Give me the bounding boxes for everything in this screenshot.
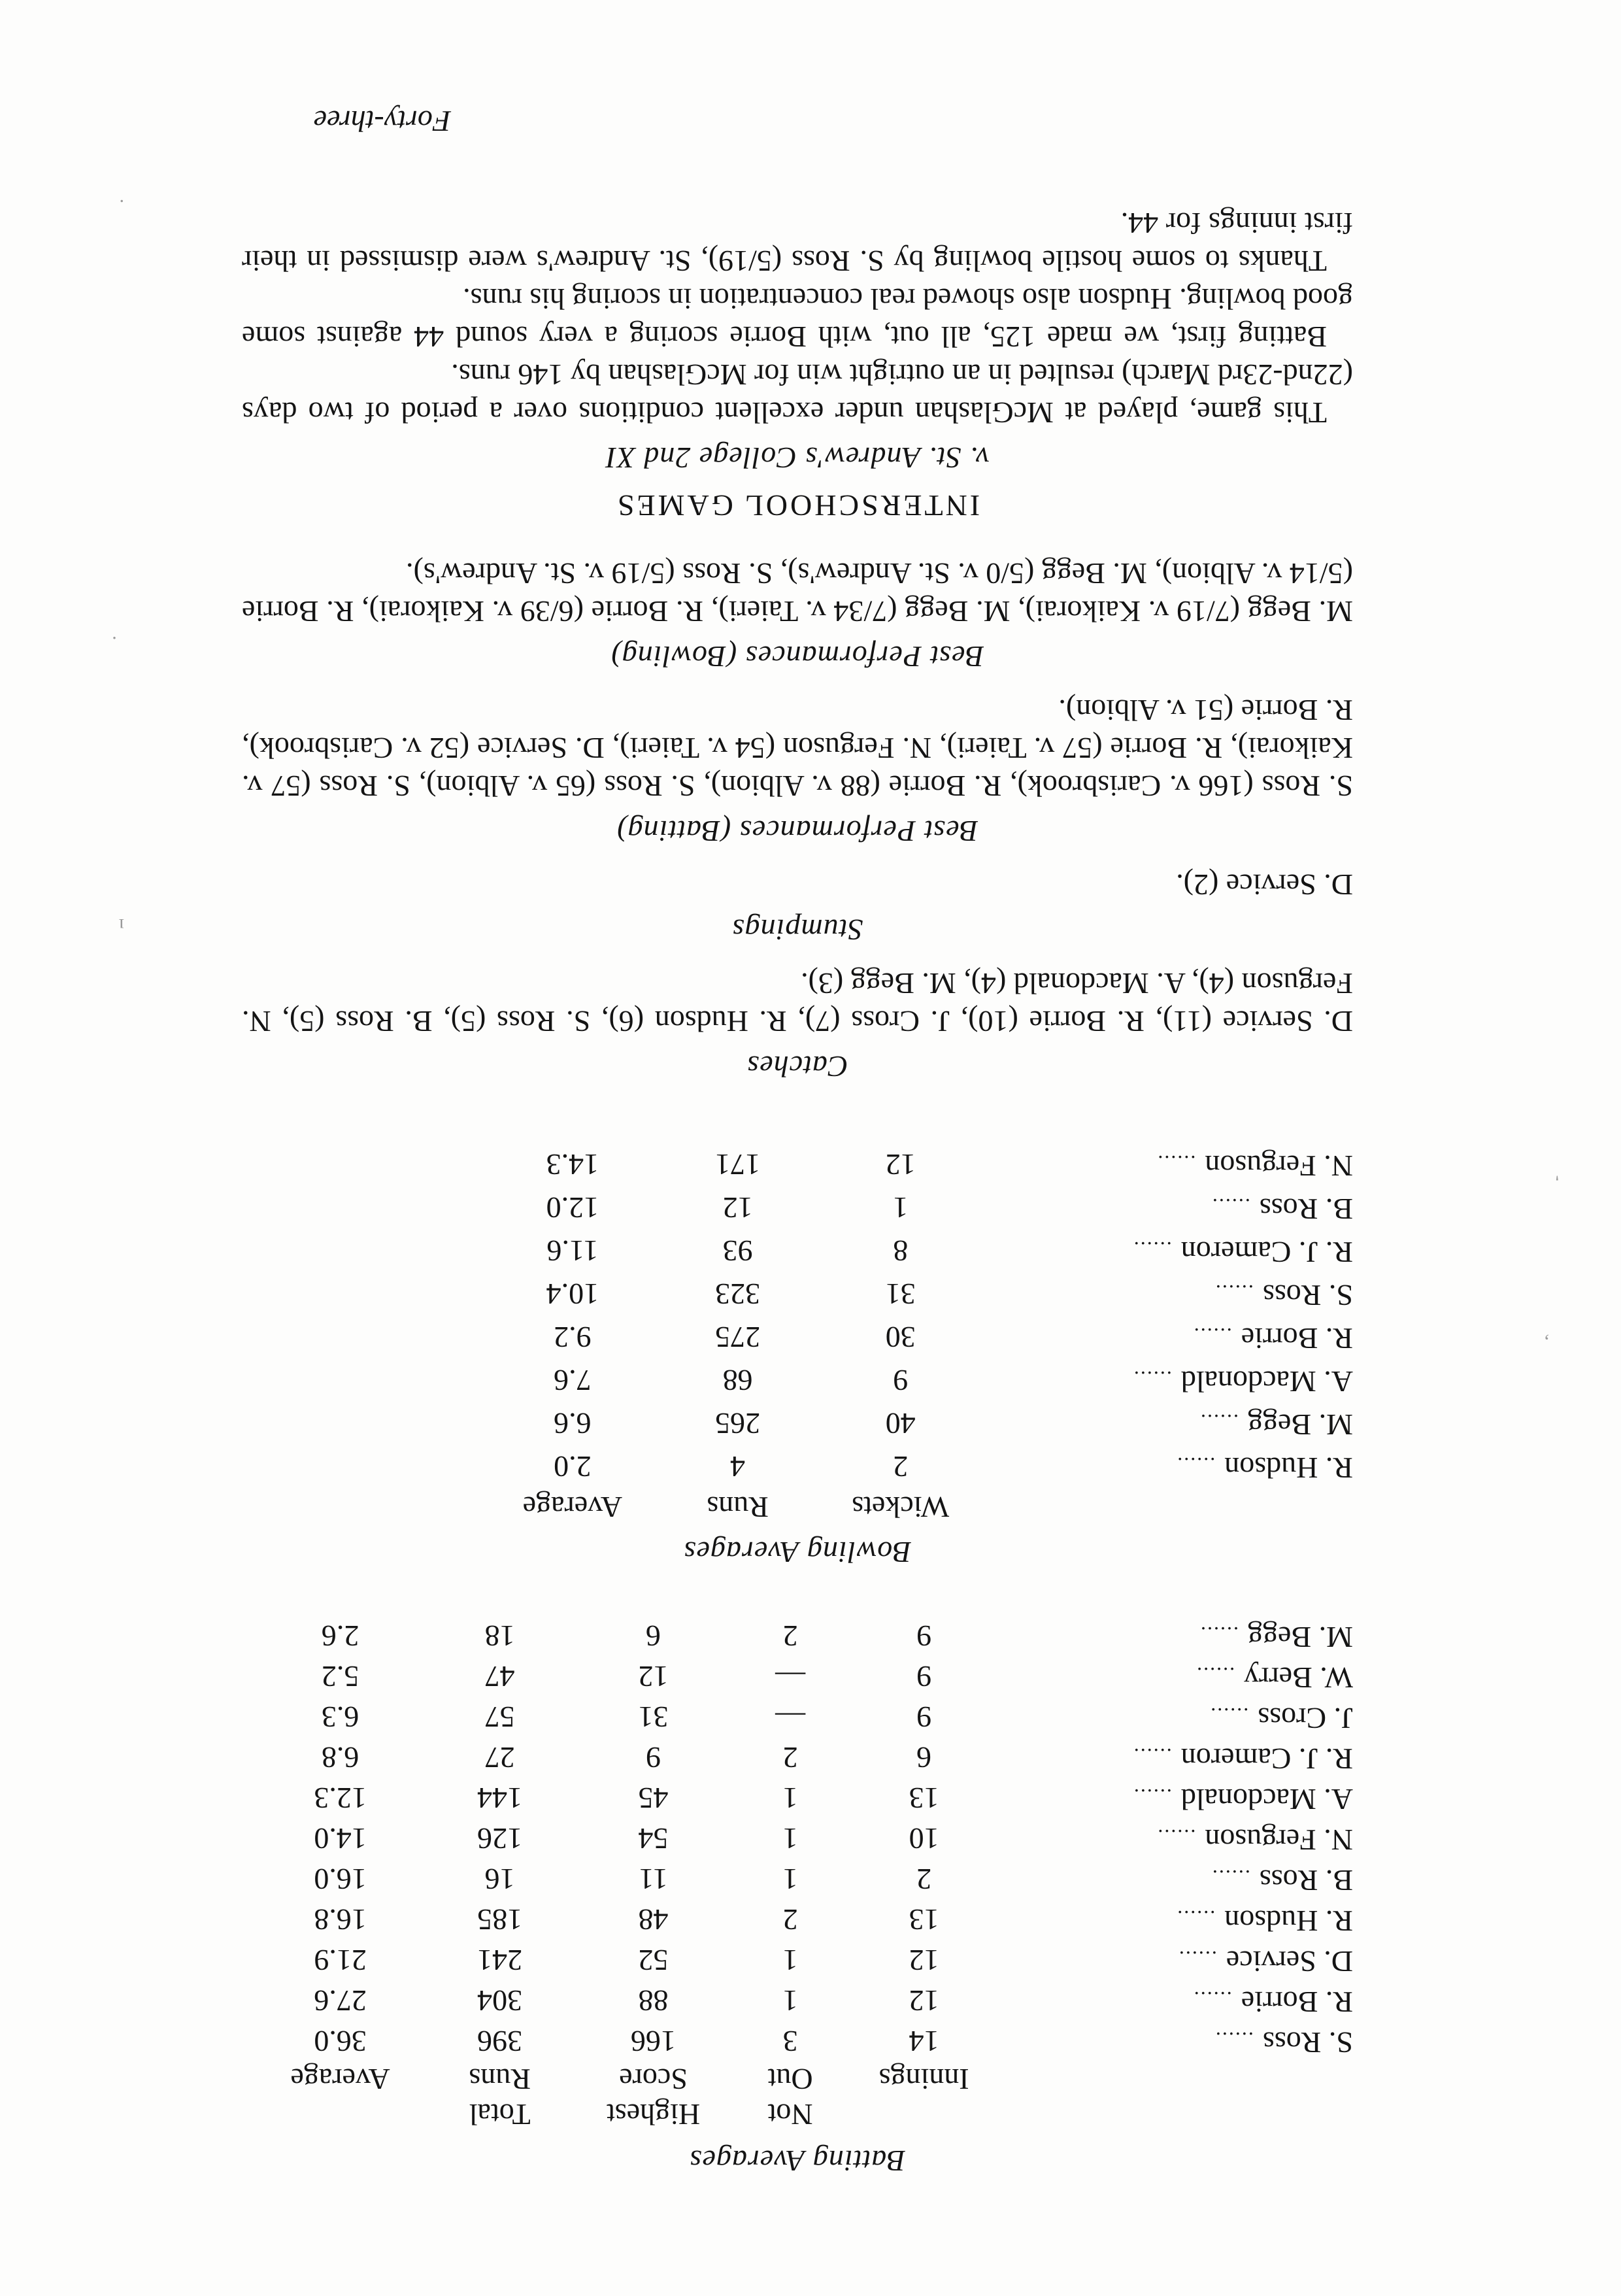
- catches-text: D. Service (11), R. Borrie (10), J. Cross (7), R. Hudson (6), S. Ross (5), B. Ross (5), N. Ferguson (4), A. Macdonald (4), M. Begg (3).: [242, 967, 1353, 1038]
- player-name: R. Borrie: [1241, 1985, 1353, 2019]
- player-name: W. Berry: [1244, 1661, 1353, 1695]
- leader-dots: ......: [1192, 1324, 1232, 1347]
- total-runs-value: 304: [477, 1984, 523, 2017]
- player-name: A. Macdonald: [1180, 1783, 1353, 1816]
- average-value: 16.8: [314, 1903, 367, 1936]
- highest-score-value: 54: [638, 1822, 669, 1855]
- batting-row: [242, 1818, 1353, 1859]
- runs-value: 323: [715, 1277, 761, 1311]
- player-name: B. Ross: [1259, 1864, 1353, 1897]
- total-runs-header: Total Runs: [469, 2063, 531, 2131]
- leader-dots: ......: [1156, 1825, 1196, 1849]
- bowling-row: [471, 1229, 1353, 1272]
- batting-row: [242, 1859, 1353, 1899]
- leader-dots: ......: [1176, 1453, 1216, 1477]
- bowler-name: S. Ross: [1262, 1279, 1353, 1312]
- wickets-value: 9: [893, 1364, 909, 1397]
- total-runs-value: 57: [484, 1700, 515, 1734]
- runs-value: 68: [722, 1364, 753, 1397]
- highest-score-value: 48: [638, 1903, 669, 1936]
- bowling-row: [471, 1359, 1353, 1402]
- batting-row: [242, 1615, 1353, 1656]
- total-runs-value: 144: [477, 1781, 523, 1815]
- leader-dots: ......: [1132, 1367, 1172, 1391]
- not-out-value: 2: [782, 1903, 798, 1936]
- bowling-row: [471, 1186, 1353, 1229]
- runs-value: 4: [730, 1450, 746, 1483]
- not-out-value: 1: [782, 1781, 798, 1815]
- leader-dots: ......: [1195, 1663, 1235, 1687]
- match-paragraph-1: This game, played at McGlashan under excellent conditions over a period of two days (22nd-23rd March) resulted in an outright win for McGlashan by 146 runs.: [242, 358, 1353, 430]
- leader-dots: ......: [1214, 2028, 1254, 2051]
- player-name: M. Begg: [1248, 1621, 1353, 1654]
- bowling-row: [471, 1315, 1353, 1359]
- total-runs-value: 396: [477, 2025, 523, 2058]
- highest-score-value: 31: [638, 1700, 669, 1734]
- leader-dots: ......: [1176, 1906, 1216, 1930]
- not-out-value: 1: [782, 1863, 798, 1896]
- wickets-value: 12: [885, 1148, 916, 1181]
- bowling-row: [471, 1143, 1353, 1186]
- highest-score-value: 166: [631, 2025, 677, 2058]
- innings-value: 2: [916, 1863, 932, 1896]
- highest-score-header: Highest Score: [606, 2063, 701, 2131]
- batting-row: [242, 2021, 1353, 2061]
- match-paragraph-3: Thanks to some hostile bowling by S. Ross (5/19), St. Andrew's were dismissed in their first innings for 44.: [242, 207, 1353, 278]
- runs-value: 12: [722, 1191, 753, 1224]
- best-batting-text: S. Ross (166 v. Carisbrook), R. Borrie (88 v. Albion), S. Ross (65 v. Albion), S. Ross (57 v. Kaikorai), R. Borrie (57 v. Taieri), N. Ferguson (54 v. Taieri), D. Service (52 v. Carisbrook), R. Borrie (51 v. Albion).: [242, 694, 1353, 803]
- scan-mark: ı: [118, 915, 124, 936]
- page-number-label: Forty-three: [313, 105, 451, 138]
- bowling-average-value: 7.6: [554, 1364, 592, 1397]
- leader-dots: ......: [1132, 1238, 1172, 1261]
- leader-dots: ......: [1156, 1151, 1196, 1175]
- average-value: 12.3: [314, 1781, 367, 1815]
- stumpings-text: D. Service (2).: [1176, 868, 1353, 902]
- leader-dots: ......: [1177, 1947, 1217, 1970]
- leader-dots: ......: [1211, 1194, 1250, 1218]
- highest-score-value: 11: [639, 1863, 668, 1896]
- bowling-row: [471, 1445, 1353, 1488]
- not-out-value: 3: [782, 2025, 798, 2058]
- not-out-value: —: [775, 1700, 806, 1734]
- catches-heading: Catches: [746, 1050, 848, 1083]
- leader-dots: ......: [1211, 1866, 1250, 1889]
- player-name: D. Service: [1226, 1945, 1353, 1978]
- scan-mark: .: [119, 195, 124, 217]
- bowler-name: A. Macdonald: [1180, 1365, 1353, 1398]
- leader-dots: ......: [1132, 1744, 1172, 1768]
- bowling-average-header: Average: [522, 1491, 623, 1524]
- not-out-value: —: [775, 1660, 806, 1693]
- leader-dots: ......: [1214, 1281, 1254, 1304]
- best-bowling-heading: Best Performances (Bowling): [610, 640, 984, 673]
- innings-value: 12: [909, 1944, 939, 1977]
- player-name: J. Cross: [1258, 1702, 1353, 1735]
- scan-mark: ': [1555, 1163, 1559, 1185]
- highest-score-value: 52: [638, 1944, 669, 1977]
- innings-value: 9: [916, 1700, 932, 1734]
- innings-value: 9: [916, 1619, 932, 1653]
- runs-value: 275: [715, 1321, 761, 1354]
- leader-dots: ......: [1199, 1410, 1239, 1434]
- highest-score-value: 88: [638, 1984, 669, 2017]
- player-name: N. Ferguson: [1205, 1823, 1353, 1857]
- player-name: S. Ross: [1262, 2026, 1353, 2059]
- bowling-average-value: 11.6: [546, 1234, 599, 1268]
- average-header: Average: [290, 2063, 390, 2096]
- bowling-row: [471, 1272, 1353, 1315]
- innings-value: 12: [909, 1984, 939, 2017]
- average-value: 21.9: [314, 1944, 367, 1977]
- best-batting-heading: Best Performances (Batting): [616, 815, 978, 848]
- bowling-average-value: 2.0: [554, 1450, 592, 1483]
- innings-value: 9: [916, 1660, 932, 1693]
- player-name: R. J. Cameron: [1180, 1742, 1353, 1776]
- not-out-value: 2: [782, 1741, 798, 1774]
- average-value: 2.6: [321, 1619, 359, 1653]
- best-bowling-text: M. Begg (7/19 v. Kaikorai), M. Begg (7/34 v. Taieri), R. Borrie (6/39 v. Kaikorai), R. Borrie (5/14 v. Albion), M. Begg (5/0 v. St. Andrew's), S. Ross (5/19 v. St. Andrew's).: [242, 557, 1353, 628]
- bowler-name: M. Begg: [1248, 1408, 1353, 1442]
- runs-value: 93: [722, 1234, 753, 1268]
- runs-header: Runs: [707, 1491, 769, 1524]
- stumpings-heading: Stumpings: [731, 913, 863, 947]
- innings-value: 13: [909, 1781, 939, 1815]
- match-heading: v. St. Andrew's College 2nd XI: [605, 441, 990, 475]
- not-out-value: 2: [782, 1619, 798, 1653]
- wickets-header: Wickets: [852, 1491, 950, 1524]
- wickets-value: 40: [885, 1407, 916, 1440]
- total-runs-value: 241: [477, 1944, 523, 1977]
- bowling-averages-heading: Bowling Averages: [683, 1536, 912, 1569]
- average-value: 5.2: [321, 1660, 359, 1693]
- batting-row: [242, 1778, 1353, 1818]
- batting-averages-table: [242, 1615, 1353, 2132]
- wickets-value: 31: [885, 1277, 916, 1311]
- scan-mark: ,: [1544, 1333, 1549, 1355]
- innings-header: Innings: [878, 2063, 969, 2096]
- interschool-heading: INTERSCHOOL GAMES: [614, 489, 980, 522]
- highest-score-value: 6: [646, 1619, 661, 1653]
- runs-value: 265: [715, 1407, 761, 1440]
- batting-averages-heading: Batting Averages: [689, 2144, 906, 2178]
- batting-header-row: [242, 2061, 1353, 2132]
- wickets-value: 8: [893, 1234, 909, 1268]
- average-value: 27.6: [314, 1984, 367, 2017]
- page-content: [242, 204, 1353, 2178]
- not-out-value: 1: [782, 1984, 798, 2017]
- innings-value: 10: [909, 1822, 939, 1855]
- highest-score-value: 45: [638, 1781, 669, 1815]
- leader-dots: ......: [1192, 1987, 1232, 2011]
- total-runs-value: 18: [484, 1619, 515, 1653]
- batting-row: [242, 1980, 1353, 2021]
- average-value: 36.0: [314, 2025, 367, 2058]
- wickets-value: 1: [893, 1191, 909, 1224]
- bowling-averages-table: [471, 1143, 1353, 1526]
- bowler-name: R. J. Cameron: [1180, 1236, 1353, 1269]
- bowling-average-value: 9.2: [554, 1321, 592, 1354]
- total-runs-value: 185: [477, 1903, 523, 1936]
- leader-dots: ......: [1132, 1785, 1172, 1808]
- batting-row: [242, 1899, 1353, 1940]
- not-out-value: 1: [782, 1822, 798, 1855]
- bowling-average-value: 14.3: [546, 1148, 599, 1181]
- runs-value: 171: [715, 1148, 761, 1181]
- wickets-value: 2: [893, 1450, 909, 1483]
- batting-row: [242, 1697, 1353, 1737]
- bowling-row: [471, 1402, 1353, 1445]
- bowler-name: B. Ross: [1259, 1192, 1353, 1226]
- average-value: 14.0: [314, 1822, 367, 1855]
- total-runs-value: 47: [484, 1660, 515, 1693]
- total-runs-value: 16: [484, 1863, 515, 1896]
- average-value: 6.8: [321, 1741, 359, 1774]
- wickets-value: 30: [885, 1321, 916, 1354]
- leader-dots: ......: [1209, 1704, 1249, 1727]
- bowler-name: N. Ferguson: [1205, 1149, 1353, 1183]
- bowling-average-value: 6.6: [554, 1407, 592, 1440]
- bowler-name: R. Borrie: [1241, 1322, 1353, 1355]
- average-value: 16.0: [314, 1863, 367, 1896]
- not-out-header: Not Out: [767, 2063, 813, 2131]
- innings-value: 6: [916, 1741, 932, 1774]
- highest-score-value: 9: [646, 1741, 661, 1774]
- leader-dots: ......: [1199, 1623, 1239, 1646]
- scan-mark: ·: [111, 627, 118, 649]
- player-name: R. Hudson: [1224, 1904, 1353, 1938]
- innings-value: 13: [909, 1903, 939, 1936]
- average-value: 6.3: [321, 1700, 359, 1734]
- innings-value: 14: [909, 2025, 939, 2058]
- match-paragraph-2: Batting first, we made 125, all out, with Borrie scoring a very sound 44 against some good bowling. Hudson also showed real concentration in scoring his runs.: [242, 282, 1353, 354]
- bowling-header-row: [471, 1488, 1353, 1526]
- highest-score-value: 12: [638, 1660, 669, 1693]
- bowling-average-value: 12.0: [546, 1191, 599, 1224]
- total-runs-value: 126: [477, 1822, 523, 1855]
- batting-row: [242, 1656, 1353, 1697]
- total-runs-value: 27: [484, 1741, 515, 1774]
- batting-row: [242, 1737, 1353, 1778]
- bowling-average-value: 10.4: [546, 1277, 599, 1311]
- not-out-value: 1: [782, 1944, 798, 1977]
- bowler-name: R. Hudson: [1224, 1451, 1353, 1485]
- batting-row: [242, 1940, 1353, 1980]
